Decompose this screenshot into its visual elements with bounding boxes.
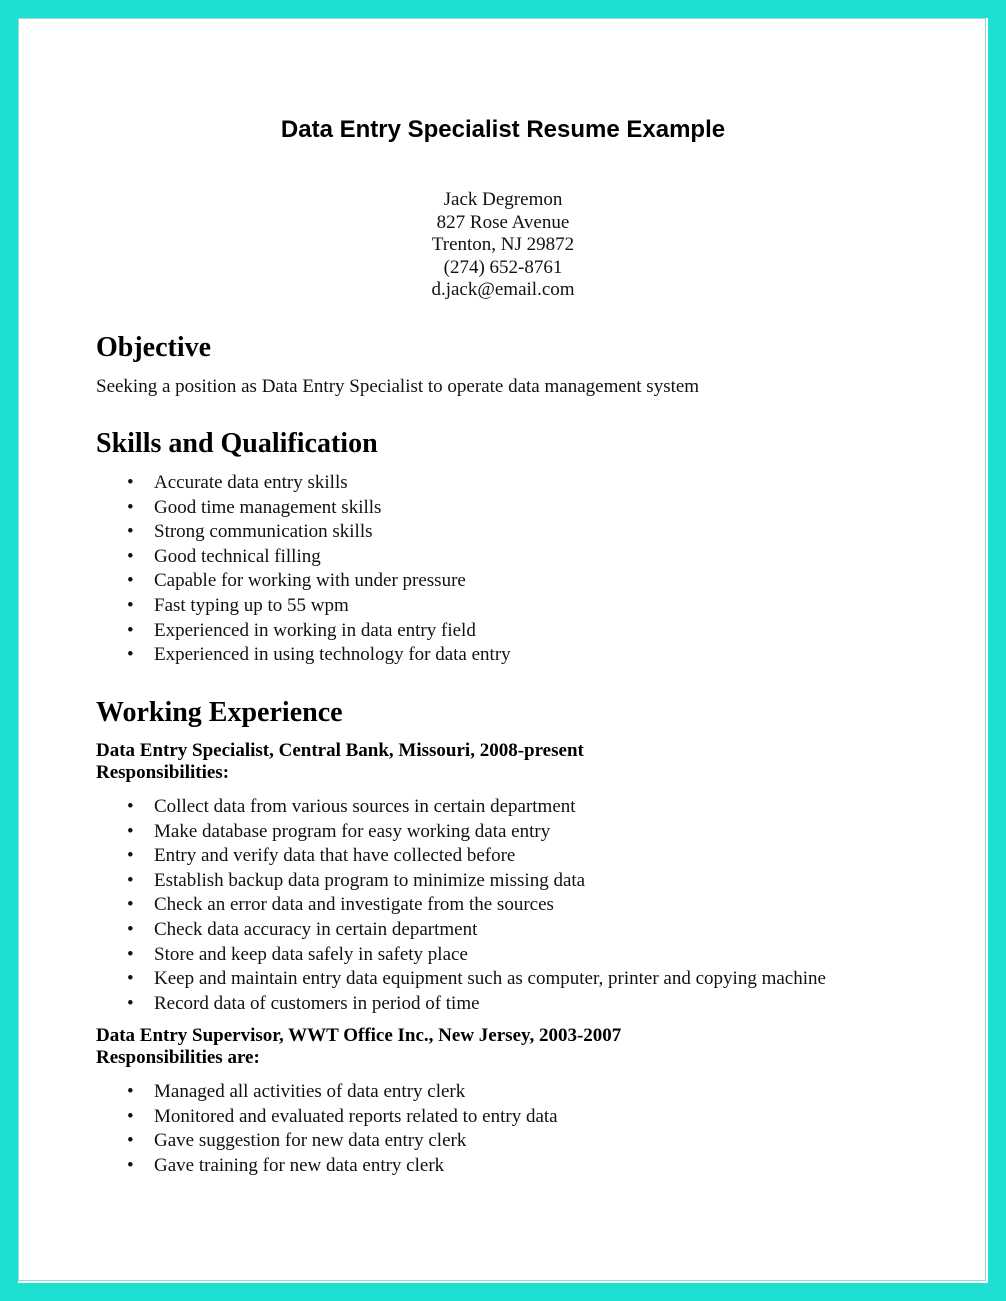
responsibilities-label-1: Responsibilities:	[96, 762, 230, 783]
job-title-1: Data Entry Specialist, Central Bank, Missouri, 2008-present	[96, 740, 584, 761]
bullet-icon: •	[127, 894, 134, 916]
list-item	[96, 594, 511, 619]
contact-email: d.jack@email.com	[431, 279, 575, 300]
bullet-icon: •	[127, 521, 134, 543]
list-item	[96, 1129, 558, 1154]
bullet-icon: •	[127, 968, 134, 990]
bullet-icon: •	[127, 496, 134, 518]
bullet-icon: •	[127, 1081, 134, 1102]
list-item-text: Experienced in working in data entry field	[154, 619, 476, 641]
contact-phone: (274) 652-8761	[443, 256, 563, 278]
bullet-icon: •	[127, 1154, 134, 1176]
bullet-icon: •	[127, 644, 134, 666]
list-item	[96, 943, 826, 968]
list-item	[96, 918, 826, 943]
bullet-icon: •	[127, 845, 134, 867]
skills-heading: Skills and Qualification	[96, 428, 378, 459]
list-item	[96, 643, 511, 668]
bullet-icon: •	[127, 1105, 134, 1127]
list-item	[96, 992, 826, 1017]
bullet-icon: •	[127, 992, 134, 1014]
list-item	[96, 569, 511, 594]
responsibilities-label-2: Responsibilities are:	[96, 1047, 260, 1068]
list-item-text: Good time management skills	[154, 496, 382, 518]
bullet-icon: •	[127, 820, 134, 842]
list-item	[96, 1080, 558, 1105]
list-item	[96, 869, 826, 894]
list-item-text: Collect data from various sources in certain department	[154, 796, 576, 817]
list-item	[96, 619, 511, 644]
list-item-text: Accurate data entry skills	[154, 472, 348, 493]
list-item-text: Strong communication skills	[154, 521, 373, 543]
bullet-icon: •	[127, 1130, 134, 1152]
job-2-responsibilities	[96, 1080, 558, 1178]
contact-name: Jack Degremon	[443, 189, 563, 210]
list-item-text: Record data of customers in period of time	[154, 992, 480, 1014]
list-item-text: Establish backup data program to minimize missing data	[154, 869, 586, 891]
list-item-text: Good technical filling	[154, 545, 321, 567]
list-item-text: Monitored and evaluated reports related to entry data	[154, 1105, 558, 1127]
list-item-text: Experienced in using technology for data entry	[154, 644, 511, 666]
bullet-icon: •	[127, 472, 134, 493]
list-item	[96, 844, 826, 869]
objective-heading: Objective	[96, 332, 212, 363]
list-item-text: Check data accuracy in certain department	[154, 918, 478, 940]
bullet-icon: •	[127, 869, 134, 891]
contact-address: 827 Rose Avenue	[436, 211, 570, 233]
list-item	[96, 795, 826, 820]
list-item-text: Fast typing up to 55 wpm	[154, 594, 349, 616]
list-item	[96, 520, 511, 545]
job-title-2: Data Entry Supervisor, WWT Office Inc., New Jersey, 2003-2007	[96, 1025, 622, 1046]
contact-block	[0, 189, 1006, 302]
bullet-icon: •	[127, 796, 134, 817]
skills-list	[96, 471, 511, 668]
list-item-text: Gave training for new data entry clerk	[154, 1154, 445, 1176]
bullet-icon: •	[127, 619, 134, 641]
list-item-text: Keep and maintain entry data equipment such as computer, printer and copying machine	[154, 968, 826, 990]
list-item-text: Capable for working with under pressure	[154, 570, 466, 592]
bullet-icon: •	[127, 545, 134, 567]
list-item-text: Make database program for easy working data entry	[154, 820, 551, 842]
list-item	[96, 471, 511, 496]
list-item	[96, 1105, 558, 1130]
list-item-text: Check an error data and investigate from the sources	[154, 894, 554, 916]
list-item-text: Entry and verify data that have collected before	[154, 845, 516, 867]
bullet-icon: •	[127, 918, 134, 940]
job-1-responsibilities	[96, 795, 826, 1016]
bullet-icon: •	[127, 570, 134, 592]
list-item	[96, 893, 826, 918]
contact-city: Trenton, NJ 29872	[431, 234, 575, 255]
list-item-text: Store and keep data safely in safety place	[154, 943, 468, 965]
bullet-icon: •	[127, 594, 134, 616]
list-item-text: Managed all activities of data entry clerk	[154, 1081, 466, 1102]
list-item	[96, 496, 511, 521]
objective-text: Seeking a position as Data Entry Specialist to operate data management system	[96, 376, 700, 397]
list-item	[96, 545, 511, 570]
list-item	[96, 967, 826, 992]
list-item	[96, 1154, 558, 1179]
list-item-text: Gave suggestion for new data entry clerk	[154, 1130, 467, 1152]
list-item	[96, 820, 826, 845]
experience-heading: Working Experience	[96, 697, 343, 728]
bullet-icon: •	[127, 943, 134, 965]
document-title: Data Entry Specialist Resume Example	[280, 116, 726, 143]
